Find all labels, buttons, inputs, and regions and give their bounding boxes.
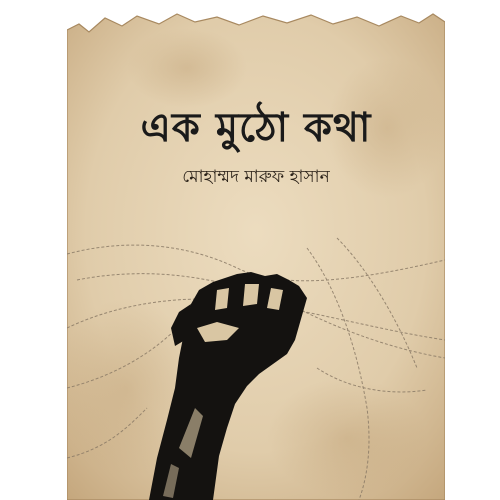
book-cover: [67, 8, 445, 500]
book-author: মোহাম্মদ মারুফ হাসান: [182, 167, 330, 187]
raised-fist-illustration: [67, 208, 445, 500]
book-title: এক মুঠো কথা: [140, 105, 372, 151]
